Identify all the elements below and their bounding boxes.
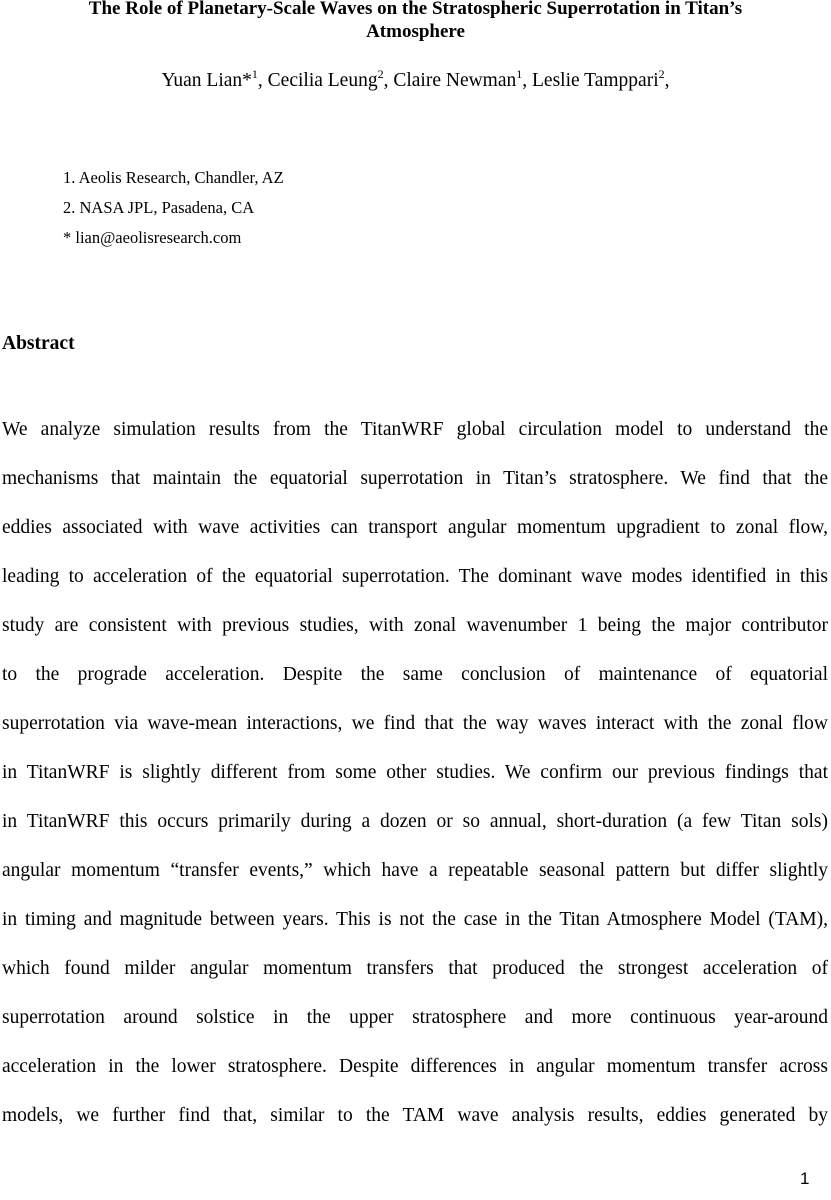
abstract-line: to the prograde acceleration. Despite the same conclusion of maintenance of equatorial <box>2 664 828 685</box>
affiliation-1: 1. Aeolis Research, Chandler, AZ <box>63 168 284 187</box>
title-line-2: Atmosphere <box>366 21 465 42</box>
abstract-line: eddies associated with wave activities can transport angular momentum upgradient to zonal flow, <box>2 517 828 538</box>
abstract-line: superrotation around solstice in the upper stratosphere and more continuous year-around <box>2 1007 828 1028</box>
author-1: Yuan Lian*$^1$, <box>161 67 268 91</box>
abstract-line: study are consistent with previous studies, with zonal wavenumber 1 being the major contributor <box>2 615 828 636</box>
abstract-line: We analyze simulation results from the TitanWRF global circulation model to understand the <box>2 419 828 440</box>
abstract-line: angular momentum “transfer events,” which have a repeatable seasonal pattern but differ slightly <box>2 860 828 881</box>
contact-email: * lian@aeolisresearch.com <box>63 228 242 247</box>
abstract-heading: Abstract <box>2 333 75 354</box>
author-2: Cecilia Leung$^2$, <box>267 67 394 91</box>
page-number: 1 <box>800 1169 810 1188</box>
author-4: Leslie Tamppari$^2$, <box>532 67 670 91</box>
abstract-line: in TitanWRF this occurs primarily during a dozen or so annual, short-duration (a few Titan sols) <box>2 811 828 832</box>
abstract-line: superrotation via wave-mean interactions, we find that the way waves interact with the zonal flow <box>2 713 828 734</box>
abstract-line: models, we further find that, similar to the TAM wave analysis results, eddies generated by <box>2 1105 828 1126</box>
abstract-line: leading to acceleration of the equatorial superrotation. The dominant wave modes identified in this <box>2 566 828 587</box>
title-line-1: The Role of Planetary-Scale Waves on the Stratospheric Superrotation in Titan’s <box>88 0 743 19</box>
author-list <box>0 68 831 94</box>
abstract-line: in TitanWRF is slightly different from some other studies. We confirm our previous findings that <box>2 762 828 783</box>
abstract-line: mechanisms that maintain the equatorial superrotation in Titan’s stratosphere. We find that the <box>2 468 828 489</box>
paper-title <box>0 0 831 43</box>
abstract-line: which found milder angular momentum transfers that produced the strongest acceleration of <box>2 958 828 979</box>
author-3: Claire Newman$^1$, <box>393 67 533 91</box>
abstract-line: acceleration in the lower stratosphere. Despite differences in angular momentum transfer across <box>2 1056 828 1077</box>
abstract-line: in timing and magnitude between years. This is not the case in the Titan Atmosphere Model (TAM), <box>2 909 828 930</box>
affiliation-2: 2. NASA JPL, Pasadena, CA <box>63 198 255 217</box>
